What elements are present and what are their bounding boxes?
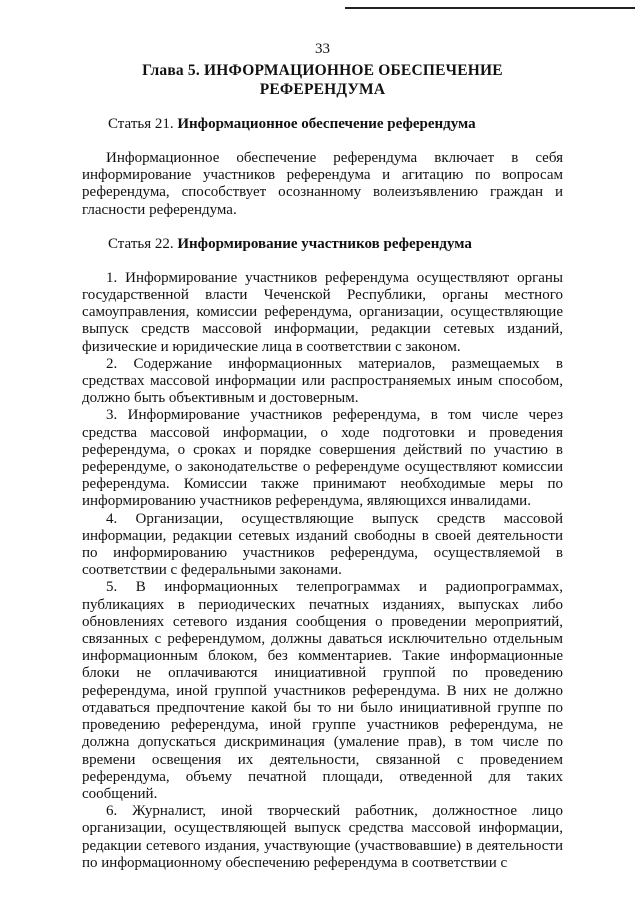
article-22-paragraph-5: 5. В информационных телепрограммах и радиопрограммах, публикациях в периодических печатных изданиях, выпусках либо обновлениях сетевого издания сообщения о проведении мероприятий, связанных с референдумом, должны даваться исключительно отдельным информационным блоком, без комментариев. Такие информационные блоки не оплачиваются инициативной группой по проведению референдума, иной группой участников референдума. В них не должно отдаваться предпочтение какой бы то ни было инициативной группе по проведению референдума, иной группе участников референдума, не должна допускаться дискриминация (умаление прав), в том числе по времени освещения их деятельности, связанной с проведением референдума, объему печатной площади, отведенной для таких сообщений. <box>82 579 563 802</box>
article-22-title: Информирование участников референдума <box>177 235 472 252</box>
top-rule <box>345 7 635 9</box>
article-22-paragraph-6: 6. Журналист, иной творческий работник, должностное лицо организации, осуществляющей выпуск средства массовой информации, редакции сетевого издания, участвующие (участвовавшие) в деятельности по информационному обеспечению референдума в соответствии с <box>82 803 563 871</box>
chapter-title: Глава 5. ИНФОРМАЦИОННОЕ ОБЕСПЕЧЕНИЕ РЕФЕРЕНДУМА <box>142 62 503 98</box>
article-22-heading <box>82 235 563 254</box>
article-21-heading <box>82 115 563 134</box>
article-21-label: Статья 21. <box>108 116 174 132</box>
article-22-paragraph-2: 2. Содержание информационных материалов, размещаемых в средствах массовой информации или распространяемых иным способом, должно быть объективным и достоверным. <box>82 355 563 407</box>
document-page <box>82 40 563 872</box>
article-21-title: Информационное обеспечение референдума <box>177 116 476 132</box>
article-22-paragraph-4: 4. Организации, осуществляющие выпуск средств массовой информации, редакции сетевых изданий свободны в своей деятельности по информированию участников референдума, осуществляемой в соответствии с федеральными законами. <box>82 510 563 579</box>
spacer <box>82 219 563 235</box>
article-22-paragraph-3: 3. Информирование участников референдума, в том числе через средства массовой информации, о ходе подготовки и проведения референдума, о сроках и порядке совершения действий по участию в референдуме, о законодательстве о референдуме осуществляют комиссии референдума. Комиссии также принимают необходимые меры по информированию участников референдума, являющихся инвалидами. <box>82 407 563 510</box>
page-number: 33 <box>315 41 330 57</box>
article-22-paragraph-1: 1. Информирование участников референдума осуществляют органы государственной власти Чеченской Республики, органы местного самоуправления, комиссии референдума, организации, осуществляющие выпуск средств массовой информации, редакции сетевых изданий, физические и юридические лица в соответствии с законом. <box>82 269 563 355</box>
article-21-text: Информационное обеспечение референдума включает в себя информирование участников референдума и агитацию по вопросам референдума, способствует осознанному волеизъявлению граждан и гласности референдума. <box>82 150 563 218</box>
article-22-label: Статья 22. <box>108 235 174 252</box>
